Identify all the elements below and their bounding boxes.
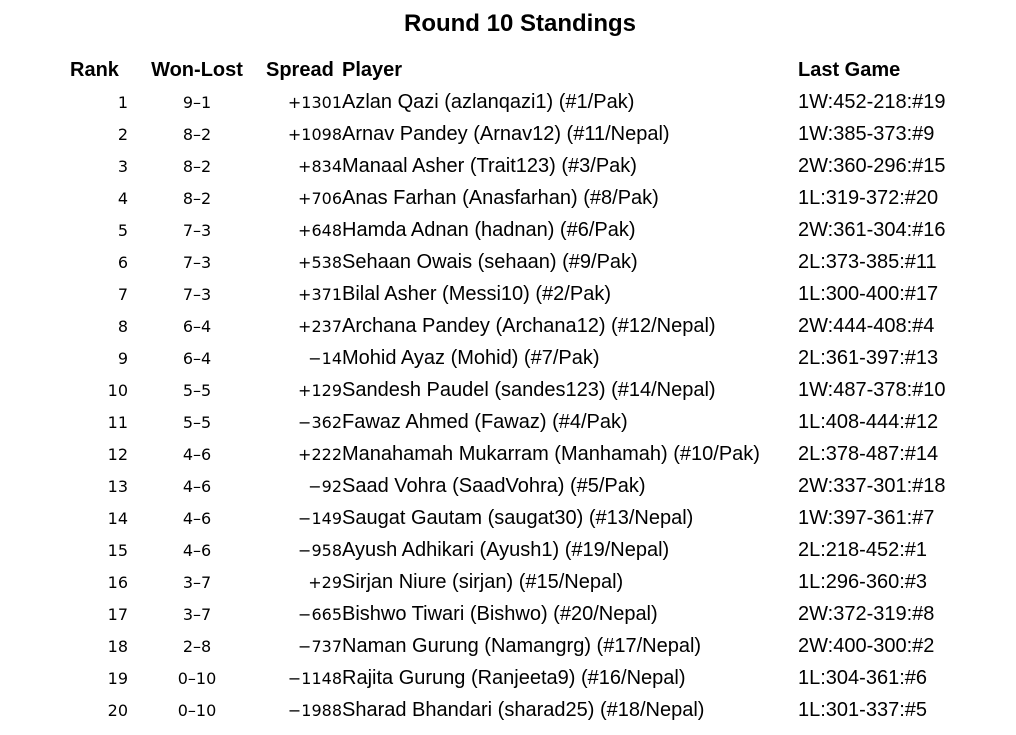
cell-won-lost: 7–3 [182,220,212,240]
cell-player: Sandesh Paudel (sandes123) (#14/Nepal) [342,378,716,401]
table-row [70,342,998,374]
cell-rank: 5 [117,220,128,240]
cell-player: Bilal Asher (Messi10) (#2/Pak) [342,282,611,305]
cell-player: Hamda Adnan (hadnan) (#6/Pak) [342,218,636,241]
cell-last-game: 1L:300-400:#17 [798,282,939,305]
cell-won-lost: 9–1 [182,92,212,112]
cell-rank: 17 [107,604,128,624]
table-row [70,246,998,278]
cell-rank: 12 [107,444,128,464]
cell-player: Bishwo Tiwari (Bishwo) (#20/Nepal) [342,602,658,625]
cell-last-game: 2L:373-385:#11 [798,250,937,273]
cell-rank: 13 [107,476,128,496]
cell-last-game: 1L:304-361:#6 [798,666,928,689]
cell-player: Ayush Adhikari (Ayush1) (#19/Nepal) [342,538,670,561]
cell-last-game: 1W:487-378:#10 [798,378,946,401]
cell-won-lost: 6–4 [182,348,212,368]
table-row [70,278,998,310]
cell-spread: −149 [298,508,342,528]
cell-rank: 19 [107,668,128,688]
cell-rank: 1 [117,92,128,112]
cell-won-lost: 4–6 [182,444,212,464]
header-last-game: Last Game [798,58,901,81]
cell-spread: −92 [308,476,342,496]
cell-spread: −1988 [287,700,342,720]
cell-rank: 4 [117,188,128,208]
cell-rank: 15 [107,540,128,560]
cell-player: Arnav Pandey (Arnav12) (#11/Nepal) [342,122,670,145]
cell-rank: 2 [117,124,128,144]
cell-player: Saad Vohra (SaadVohra) (#5/Pak) [342,474,646,497]
cell-player: Azlan Qazi (azlanqazi1) (#1/Pak) [342,90,635,113]
cell-spread: +371 [298,284,342,304]
cell-player: Manahamah Mukarram (Manhamah) (#10/Pak) [342,442,760,465]
cell-rank: 11 [107,412,128,432]
cell-spread: +29 [308,572,342,592]
cell-spread: −958 [298,540,342,560]
cell-won-lost: 4–6 [182,508,212,528]
cell-last-game: 2L:218-452:#1 [798,538,928,561]
table-row [70,598,998,630]
cell-last-game: 2W:360-296:#15 [798,154,946,177]
cell-spread: +1098 [287,124,342,144]
cell-spread: −362 [298,412,342,432]
standings-table [70,54,998,726]
cell-won-lost: 8–2 [182,124,212,144]
table-row [70,406,998,438]
cell-last-game: 1W:385-373:#9 [798,122,935,145]
cell-spread: −737 [298,636,342,656]
cell-spread: +706 [298,188,342,208]
cell-rank: 10 [107,380,128,400]
cell-won-lost: 3–7 [182,604,212,624]
cell-last-game: 2L:378-487:#14 [798,442,939,465]
cell-last-game: 1W:397-361:#7 [798,506,935,529]
cell-won-lost: 6–4 [182,316,212,336]
table-row [70,150,998,182]
cell-won-lost: 3–7 [182,572,212,592]
cell-last-game: 2W:372-319:#8 [798,602,935,625]
header-spread: Spread [266,58,334,81]
table-row [70,662,998,694]
cell-rank: 20 [107,700,128,720]
cell-rank: 14 [107,508,128,528]
cell-player: Sehaan Owais (sehaan) (#9/Pak) [342,250,638,273]
table-row [70,374,998,406]
cell-last-game: 1L:296-360:#3 [798,570,928,593]
cell-rank: 8 [117,316,128,336]
cell-last-game: 1L:408-444:#12 [798,410,939,433]
cell-spread: +834 [298,156,342,176]
cell-spread: +1301 [287,92,342,112]
cell-spread: −1148 [287,668,342,688]
cell-player: Fawaz Ahmed (Fawaz) (#4/Pak) [342,410,628,433]
table-row [70,694,998,726]
cell-last-game: 1W:452-218:#19 [798,90,946,113]
cell-won-lost: 5–5 [182,380,212,400]
cell-player: Mohid Ayaz (Mohid) (#7/Pak) [342,346,600,369]
cell-spread: −665 [298,604,342,624]
cell-last-game: 2W:361-304:#16 [798,218,946,241]
cell-rank: 7 [117,284,128,304]
cell-spread: +538 [298,252,342,272]
cell-won-lost: 4–6 [182,476,212,496]
header-won-lost: Won-Lost [151,58,243,81]
table-row [70,630,998,662]
cell-won-lost: 7–3 [182,284,212,304]
cell-won-lost: 2–8 [182,636,212,656]
cell-spread: +648 [298,220,342,240]
cell-player: Manaal Asher (Trait123) (#3/Pak) [342,154,637,177]
table-row [70,310,998,342]
cell-last-game: 2L:361-397:#13 [798,346,939,369]
cell-rank: 6 [117,252,128,272]
cell-player: Rajita Gurung (Ranjeeta9) (#16/Nepal) [342,666,686,689]
cell-spread: +237 [298,316,342,336]
cell-won-lost: 5–5 [182,412,212,432]
cell-spread: +222 [298,444,342,464]
table-row [70,566,998,598]
cell-last-game: 2W:400-300:#2 [798,634,935,657]
cell-last-game: 2W:444-408:#4 [798,314,935,337]
cell-spread: −14 [308,348,342,368]
table-row [70,86,998,118]
table-row [70,534,998,566]
cell-won-lost: 4–6 [182,540,212,560]
table-row [70,470,998,502]
header-rank: Rank [70,58,119,81]
header-row [70,54,998,86]
standings-body [70,86,998,726]
cell-last-game: 2W:337-301:#18 [798,474,946,497]
cell-player: Sharad Bhandari (sharad25) (#18/Nepal) [342,698,705,721]
page-title: Round 10 Standings [403,10,636,37]
header-player: Player [342,58,403,81]
cell-won-lost: 8–2 [182,156,212,176]
table-row [70,118,998,150]
cell-won-lost: 0–10 [177,700,217,720]
cell-rank: 16 [107,572,128,592]
table-row [70,438,998,470]
table-row [70,182,998,214]
cell-player: Anas Farhan (Anasfarhan) (#8/Pak) [342,186,659,209]
table-row [70,502,998,534]
cell-won-lost: 0–10 [177,668,217,688]
cell-player: Sirjan Niure (sirjan) (#15/Nepal) [342,570,624,593]
cell-player: Naman Gurung (Namangrg) (#17/Nepal) [342,634,702,657]
cell-won-lost: 7–3 [182,252,212,272]
cell-player: Saugat Gautam (saugat30) (#13/Nepal) [342,506,694,529]
cell-rank: 9 [117,348,128,368]
cell-rank: 18 [107,636,128,656]
cell-spread: +129 [298,380,342,400]
cell-last-game: 1L:319-372:#20 [798,186,939,209]
cell-player: Archana Pandey (Archana12) (#12/Nepal) [342,314,716,337]
cell-won-lost: 8–2 [182,188,212,208]
table-row [70,214,998,246]
cell-last-game: 1L:301-337:#5 [798,698,928,721]
cell-rank: 3 [117,156,128,176]
